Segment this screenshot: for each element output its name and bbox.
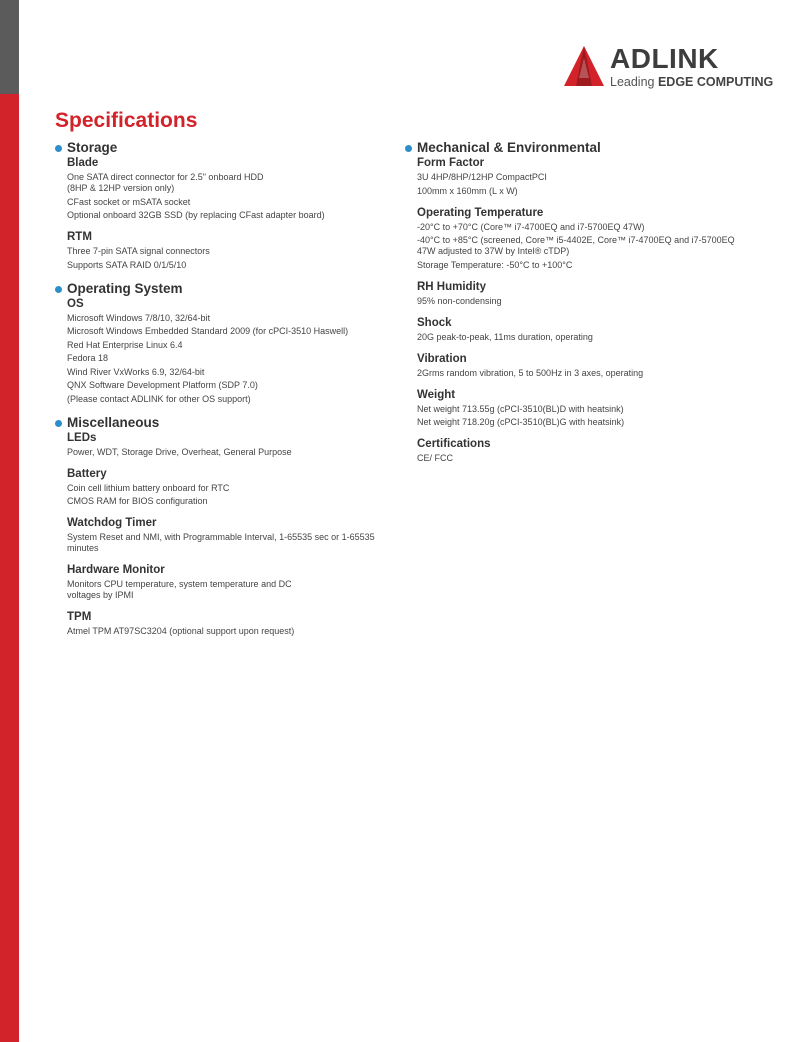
- spec-item: Net weight 713.55g (cPCI-3510(BL)D with heatsink): [417, 403, 624, 414]
- spec-item: Red Hat Enterprise Linux 6.4: [67, 339, 183, 350]
- group-leds: [67, 431, 385, 458]
- bullet-icon: [55, 286, 62, 293]
- group-title: Weight: [417, 388, 456, 401]
- section-heading: [405, 140, 745, 156]
- section-title: Mechanical & Environmental: [417, 140, 601, 155]
- group-title: Shock: [417, 316, 452, 329]
- group-title: OS: [67, 297, 84, 310]
- group-shock: [417, 316, 745, 343]
- group-title: RH Humidity: [417, 280, 486, 293]
- spec-item: Optional onboard 32GB SSD (by replacing CFast adapter board): [67, 210, 325, 220]
- spec-item: Net weight 718.20g (cPCI-3510(BL)G with heatsink): [417, 417, 625, 427]
- spec-item: Atmel TPM AT97SC3204 (optional support upon request): [67, 626, 295, 636]
- left-column: [55, 140, 385, 647]
- spec-item: Power, WDT, Storage Drive, Overheat, General Purpose: [67, 446, 292, 457]
- logo-tagline-prefix: Leading: [610, 75, 658, 89]
- section-heading: [55, 140, 385, 156]
- section-heading: [55, 281, 385, 297]
- spec-item: Wind River VxWorks 6.9, 32/64-bit: [67, 366, 205, 377]
- group-form-factor: [417, 156, 745, 197]
- spec-item: Three 7-pin SATA signal connectors: [67, 246, 210, 256]
- spec-item: Coin cell lithium battery onboard for RTC: [67, 482, 230, 493]
- group-rtm: [67, 230, 385, 271]
- spec-item: Storage Temperature: -50°C to +100°C: [417, 259, 573, 270]
- group-tpm: [67, 610, 385, 637]
- adlink-triangle-icon: [562, 44, 606, 88]
- group-title: TPM: [67, 611, 92, 623]
- group-title: Hardware Monitor: [67, 564, 165, 576]
- group-title: Operating Temperature: [417, 206, 544, 219]
- spec-item: 100mm x 160mm (L x W): [417, 185, 518, 196]
- bullet-icon: [55, 420, 62, 427]
- group-hardware-monitor: [67, 563, 385, 601]
- spec-item: Monitors CPU temperature, system temperature and DC: [67, 579, 292, 589]
- spec-item: Supports SATA RAID 0/1/5/10: [67, 259, 187, 270]
- section-title: Operating System: [67, 280, 183, 296]
- section-heading: [55, 415, 385, 431]
- logo-tagline: [610, 75, 773, 89]
- group-title: Form Factor: [417, 157, 485, 169]
- side-bar-red: [0, 94, 19, 1042]
- group-title: Battery: [67, 467, 107, 480]
- spec-item: Microsoft Windows 7/8/10, 32/64-bit: [67, 312, 211, 323]
- spec-item: CMOS RAM for BIOS configuration: [67, 496, 208, 506]
- adlink-logo: [562, 43, 774, 90]
- group-weight: [417, 388, 745, 429]
- logo-tagline-bold: EDGE COMPUTING: [657, 75, 774, 89]
- group-rh-humidity: [417, 280, 745, 307]
- group-certifications: [417, 437, 745, 464]
- group-blade: [67, 156, 385, 221]
- group-title: Blade: [67, 157, 99, 169]
- group-title: Vibration: [417, 352, 467, 365]
- spec-item: 3U 4HP/8HP/12HP CompactPCI: [417, 172, 547, 182]
- group-battery: [67, 467, 385, 508]
- spec-item: Fedora 18: [67, 353, 109, 363]
- logo-wordmark: ADLINK: [610, 43, 719, 74]
- spec-item: minutes: [67, 543, 99, 553]
- spec-item: Microsoft Windows Embedded Standard 2009 (for cPCI-3510 Haswell): [67, 326, 349, 336]
- spec-item: QNX Software Development Platform (SDP 7.0): [67, 380, 258, 390]
- spec-item: (8HP & 12HP version only): [67, 183, 175, 193]
- group-title: RTM: [67, 231, 92, 243]
- section-storage: [55, 140, 385, 271]
- spec-item: CFast socket or mSATA socket: [67, 196, 191, 207]
- spec-item: 95% non-condensing: [417, 295, 502, 306]
- section-title: Miscellaneous: [67, 414, 160, 430]
- side-bar-gray: [0, 0, 19, 94]
- section-operating-system: [55, 281, 385, 405]
- group-title: Watchdog Timer: [67, 517, 157, 529]
- spec-item: 20G peak-to-peak, 11ms duration, operating: [417, 331, 593, 342]
- group-operating-temperature: [417, 206, 745, 271]
- spec-item: System Reset and NMI, with Programmable Interval, 1-65535 sec or 1-65535: [67, 532, 375, 542]
- spec-item: CE/ FCC: [417, 453, 453, 463]
- bullet-icon: [405, 145, 412, 152]
- spec-item: (Please contact ADLINK for other OS support): [67, 393, 251, 404]
- spec-item: voltages by IPMI: [67, 590, 134, 600]
- page-title: Specifications: [55, 109, 198, 132]
- section-miscellaneous: [55, 415, 385, 638]
- section-title: Storage: [67, 140, 118, 155]
- group-title: LEDs: [67, 431, 97, 444]
- right-column: [405, 140, 745, 474]
- spec-item: 47W adjusted to 37W by Intel® cTDP): [417, 246, 570, 256]
- group-vibration: [417, 352, 745, 379]
- group-os: [67, 297, 385, 405]
- group-title: Certifications: [417, 438, 491, 450]
- spec-item: One SATA direct connector for 2.5" onboard HDD: [67, 172, 264, 182]
- section-mechanical-environmental: [405, 140, 745, 464]
- group-watchdog-timer: [67, 516, 385, 554]
- spec-item: -40°C to +85°C (screened, Core™ i5-4402E, Core™ i7-4700EQ and i7-5700EQ: [417, 235, 735, 245]
- bullet-icon: [55, 145, 62, 152]
- spec-item: 2Grms random vibration, 5 to 500Hz in 3 axes, operating: [417, 367, 644, 378]
- spec-item: -20°C to +70°C (Core™ i7-4700EQ and i7-5700EQ 47W): [417, 221, 645, 232]
